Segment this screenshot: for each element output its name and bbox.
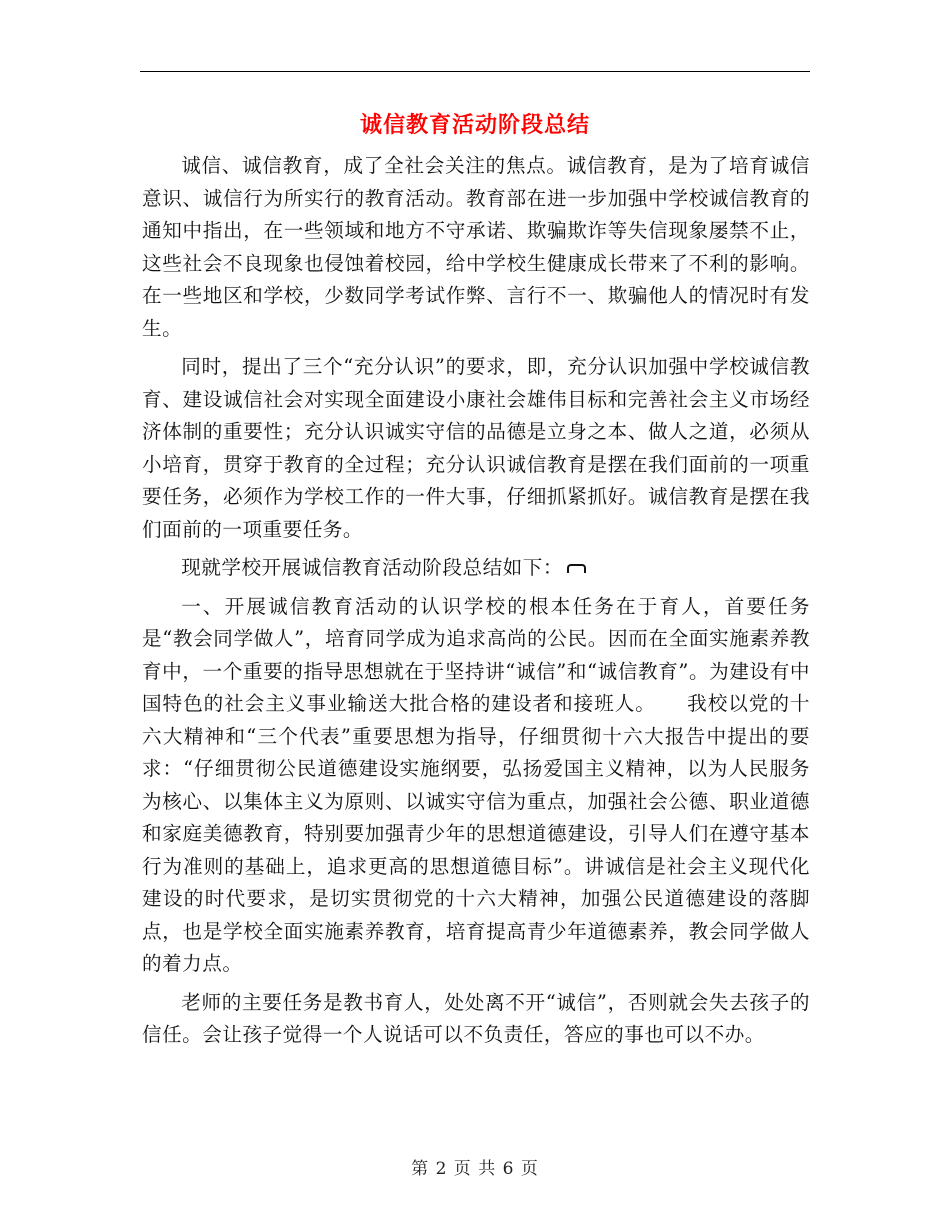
- header-rule: [140, 71, 810, 72]
- paragraph-section-one: 一、开展诚信教育活动的认识学校的根本任务在于育人，首要任务是“教会同学做人”，培育同学成为追求高尚的公民。因而在全面实施素养教育中，一个重要的指导思想就在于坚持讲“诚信”和“诚信教育”。为建设有中国特色的社会主义事业输送大批合格的建设者和接班人。 我校以党的十六大精神和“三个代表”重要思想为指导，仔细贯彻十六大报告中提出的要求：“仔细贯彻公民道德建设实施纲要，弘扬爱国主义精神，以为人民服务为核心、以集体主义为原则、以诚实守信为重点，加强社会公德、职业道德和家庭美德教育，特别要加强青少年的思想道德建设，引导人们在遵守基本行为准则的基础上，追求更高的思想道德目标”。讲诚信是社会主义现代化建设的时代要求，是切实贯彻党的十六大精神，加强公民道德建设的落脚点，也是学校全面实施素养教育，培育提高青少年道德素养，教会同学做人的着力点。: [142, 594, 810, 975]
- page-number-footer: 第 2 页 共 6 页: [411, 1159, 539, 1179]
- text-cursor-mark: [567, 564, 586, 573]
- summary-lead-text: 现就学校开展诚信教育活动阶段总结如下：: [181, 556, 563, 579]
- document-title: 诚信教育活动阶段总结: [359, 113, 590, 138]
- paragraph-requirements: 同时，提出了三个“充分认识”的要求，即，充分认识加强中学校诚信教育、建设诚信社会对实现全面建设小康社会雄伟目标和完善社会主义市场经济体制的重要性；充分认识诚实守信的品德是立身之本、做人之道，必须从小培育，贯穿于教育的全过程；充分认识诚信教育是摆在我们面前的一项重要任务，必须作为学校工作的一件大事，仔细抓紧抓好。诚信教育是摆在我们面前的一项重要任务。: [142, 355, 810, 541]
- paragraph-summary-lead: [142, 552, 810, 585]
- paragraph-intro: 诚信、诚信教育，成了全社会关注的焦点。诚信教育，是为了培育诚信意识、诚信行为所实行的教育活动。教育部在进一步加强中学校诚信教育的通知中指出，在一些领域和地方不守承诺、欺骗欺诈等失信现象屡禁不止，这些社会不良现象也侵蚀着校园，给中学校生健康成长带来了不利的影响。在一些地区和学校，少数同学考试作弊、言行不一、欺骗他人的情况时有发生。: [142, 154, 810, 340]
- document-body: [142, 150, 810, 1052]
- paragraph-teachers: 老师的主要任务是教书育人，处处离不开“诚信”，否则就会失去孩子的信任。会让孩子觉得一个人说话可以不负责任，答应的事也可以不办。: [142, 990, 810, 1046]
